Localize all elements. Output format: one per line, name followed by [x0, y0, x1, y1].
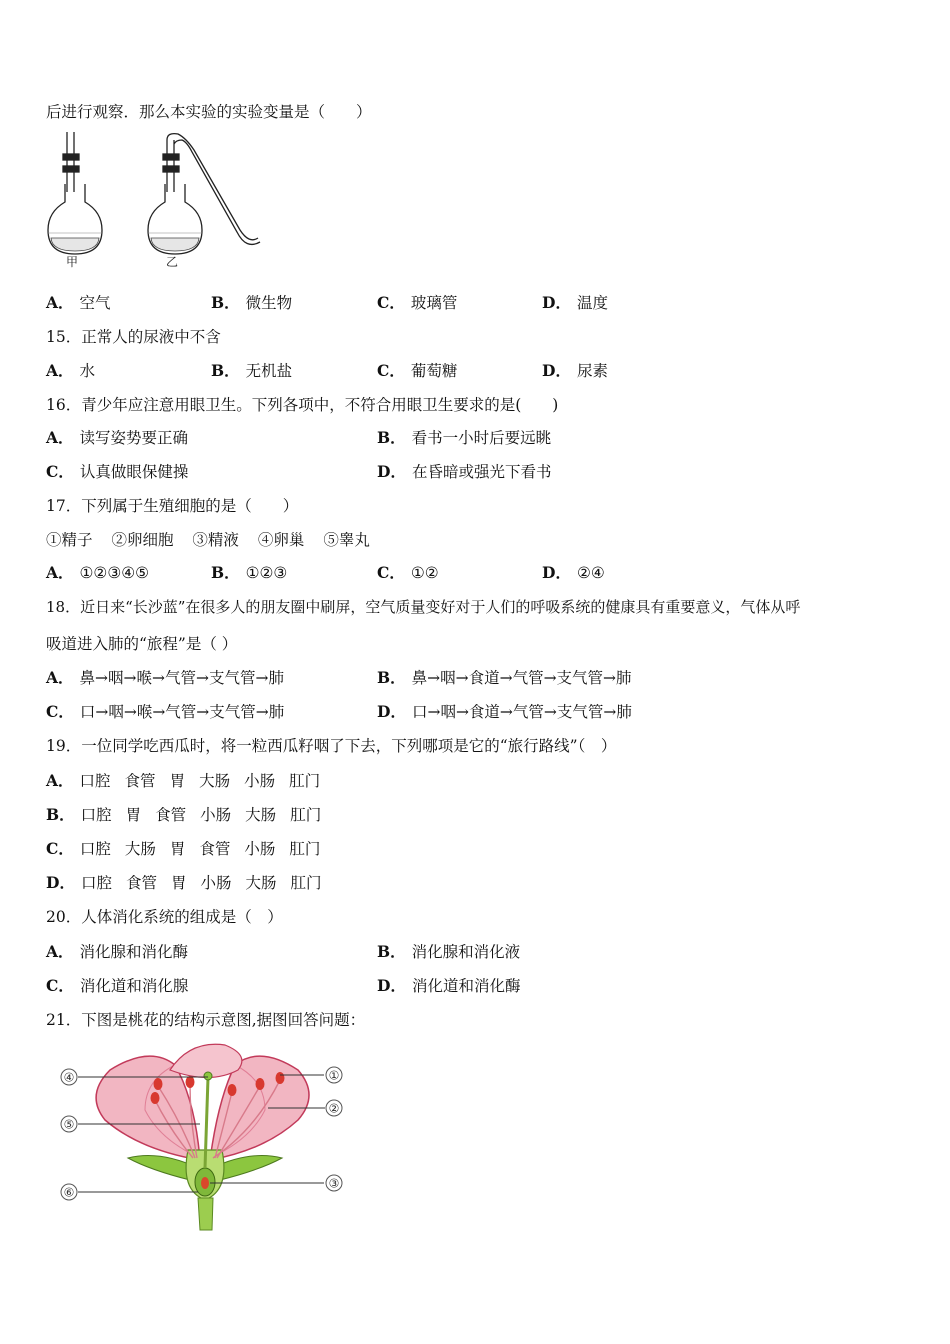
q15-option-b[interactable]: B． 无机盐 — [211, 361, 293, 380]
q17-item: ②卵细胞 — [111, 531, 174, 549]
q20-option-b[interactable]: B． 消化腺和消化液 — [377, 942, 521, 961]
q17-item: ③精液 — [192, 531, 239, 549]
q16-option-a[interactable]: A． 读写姿势要正确 — [46, 428, 189, 447]
q16-option-d[interactable]: D． 在昏暗或强光下看书 — [377, 462, 552, 481]
q18-option-a[interactable]: A． 鼻→咽→喉→气管→支气管→肺 — [46, 668, 284, 687]
q14-option-c[interactable]: C． 玻璃管 — [377, 293, 458, 312]
flask-jia — [48, 132, 102, 254]
flask-yi-label: 乙 — [166, 255, 179, 269]
q14-option-b[interactable]: B． 微生物 — [211, 293, 293, 312]
q19-option-a[interactable]: A． 口腔 食管 胃 大肠 小肠 肛门 — [46, 771, 321, 790]
q17-items — [46, 530, 370, 550]
label-5 — [61, 1116, 77, 1132]
q18-option-b[interactable]: B． 鼻→咽→食道→气管→支气管→肺 — [377, 668, 632, 687]
q17-option-b[interactable]: B． ①②③ — [211, 563, 288, 582]
q15-option-d[interactable]: D． 尿素 — [542, 361, 608, 380]
label-1 — [326, 1067, 342, 1083]
q19-option-d[interactable]: D． 口腔 食管 胃 小肠 大肠 肛门 — [46, 873, 322, 892]
q21-stem: 21．下图是桃花的结构示意图,据图回答问题： — [46, 1011, 366, 1029]
svg-text:③: ③ — [328, 1176, 340, 1191]
peach-flower-figure — [50, 1040, 360, 1240]
q20-option-a[interactable]: A． 消化腺和消化酶 — [46, 942, 189, 961]
q16-option-b[interactable]: B． 看书一小时后要远眺 — [377, 428, 552, 447]
q20-option-c[interactable]: C． 消化道和消化腺 — [46, 976, 189, 995]
q17-item: ①精子 — [46, 531, 93, 549]
svg-text:①: ① — [328, 1068, 340, 1083]
q17-option-d[interactable]: D． ②④ — [542, 563, 605, 582]
stigma — [204, 1072, 212, 1080]
q17-item: ⑤睾丸 — [323, 531, 370, 549]
svg-text:⑤: ⑤ — [63, 1117, 75, 1132]
flask-jia-label: 甲 — [66, 255, 79, 269]
ovule — [201, 1177, 209, 1189]
label-4 — [61, 1069, 77, 1085]
q17-item: ④卵巢 — [257, 531, 305, 549]
svg-text:②: ② — [328, 1101, 340, 1116]
q17-stem: 17．下列属于生殖细胞的是（ ） — [46, 497, 299, 515]
q18-option-c[interactable]: C． 口→咽→喉→气管→支气管→肺 — [46, 702, 285, 721]
q18-stem-line2: 吸道进入肺的“旅程”是（ ） — [46, 635, 238, 653]
q19-option-c[interactable]: C． 口腔 大肠 胃 食管 小肠 肛门 — [46, 839, 321, 858]
flask-yi — [148, 134, 260, 254]
q19-stem: 19．一位同学吃西瓜时，将一粒西瓜籽咽了下去，下列哪项是它的“旅行路线”（ ） — [46, 737, 617, 755]
flask-experiment-figure — [44, 132, 264, 272]
svg-text:④: ④ — [63, 1070, 75, 1085]
q19-option-b[interactable]: B． 口腔 胃 食管 小肠 大肠 肛门 — [46, 805, 322, 824]
q18-stem-line1: 18．近日来“长沙蓝”在很多人的朋友圈中刷屏，空气质量变好对于人们的呼吸系统的健康具有重要意义，气体从呼 — [46, 598, 801, 616]
q17-option-c[interactable]: C． ①② — [377, 563, 439, 582]
label-3 — [326, 1175, 342, 1191]
q14-option-d[interactable]: D． 温度 — [542, 293, 608, 312]
svg-text:⑥: ⑥ — [63, 1185, 75, 1200]
label-6 — [61, 1184, 77, 1200]
q17-option-a[interactable]: A． ①②③④⑤ — [46, 563, 150, 582]
q14-option-a[interactable]: A． 空气 — [46, 293, 111, 312]
q14-stem-tail: 后进行观察．那么本实验的实验变量是（ ） — [46, 103, 372, 121]
q20-stem: 20．人体消化系统的组成是（ ） — [46, 908, 283, 926]
label-2 — [326, 1100, 342, 1116]
q16-option-c[interactable]: C． 认真做眼保健操 — [46, 462, 189, 481]
q16-stem: 16．青少年应注意用眼卫生。下列各项中，不符合用眼卫生要求的是( ) — [46, 396, 559, 414]
q15-option-c[interactable]: C． 葡萄糖 — [377, 361, 458, 380]
q15-option-a[interactable]: A． 水 — [46, 361, 96, 380]
q20-option-d[interactable]: D． 消化道和消化酶 — [377, 976, 521, 995]
pedicel — [198, 1198, 213, 1230]
q18-option-d[interactable]: D． 口→咽→食道→气管→支气管→肺 — [377, 702, 632, 721]
q15-stem: 15．正常人的尿液中不含 — [46, 328, 221, 346]
